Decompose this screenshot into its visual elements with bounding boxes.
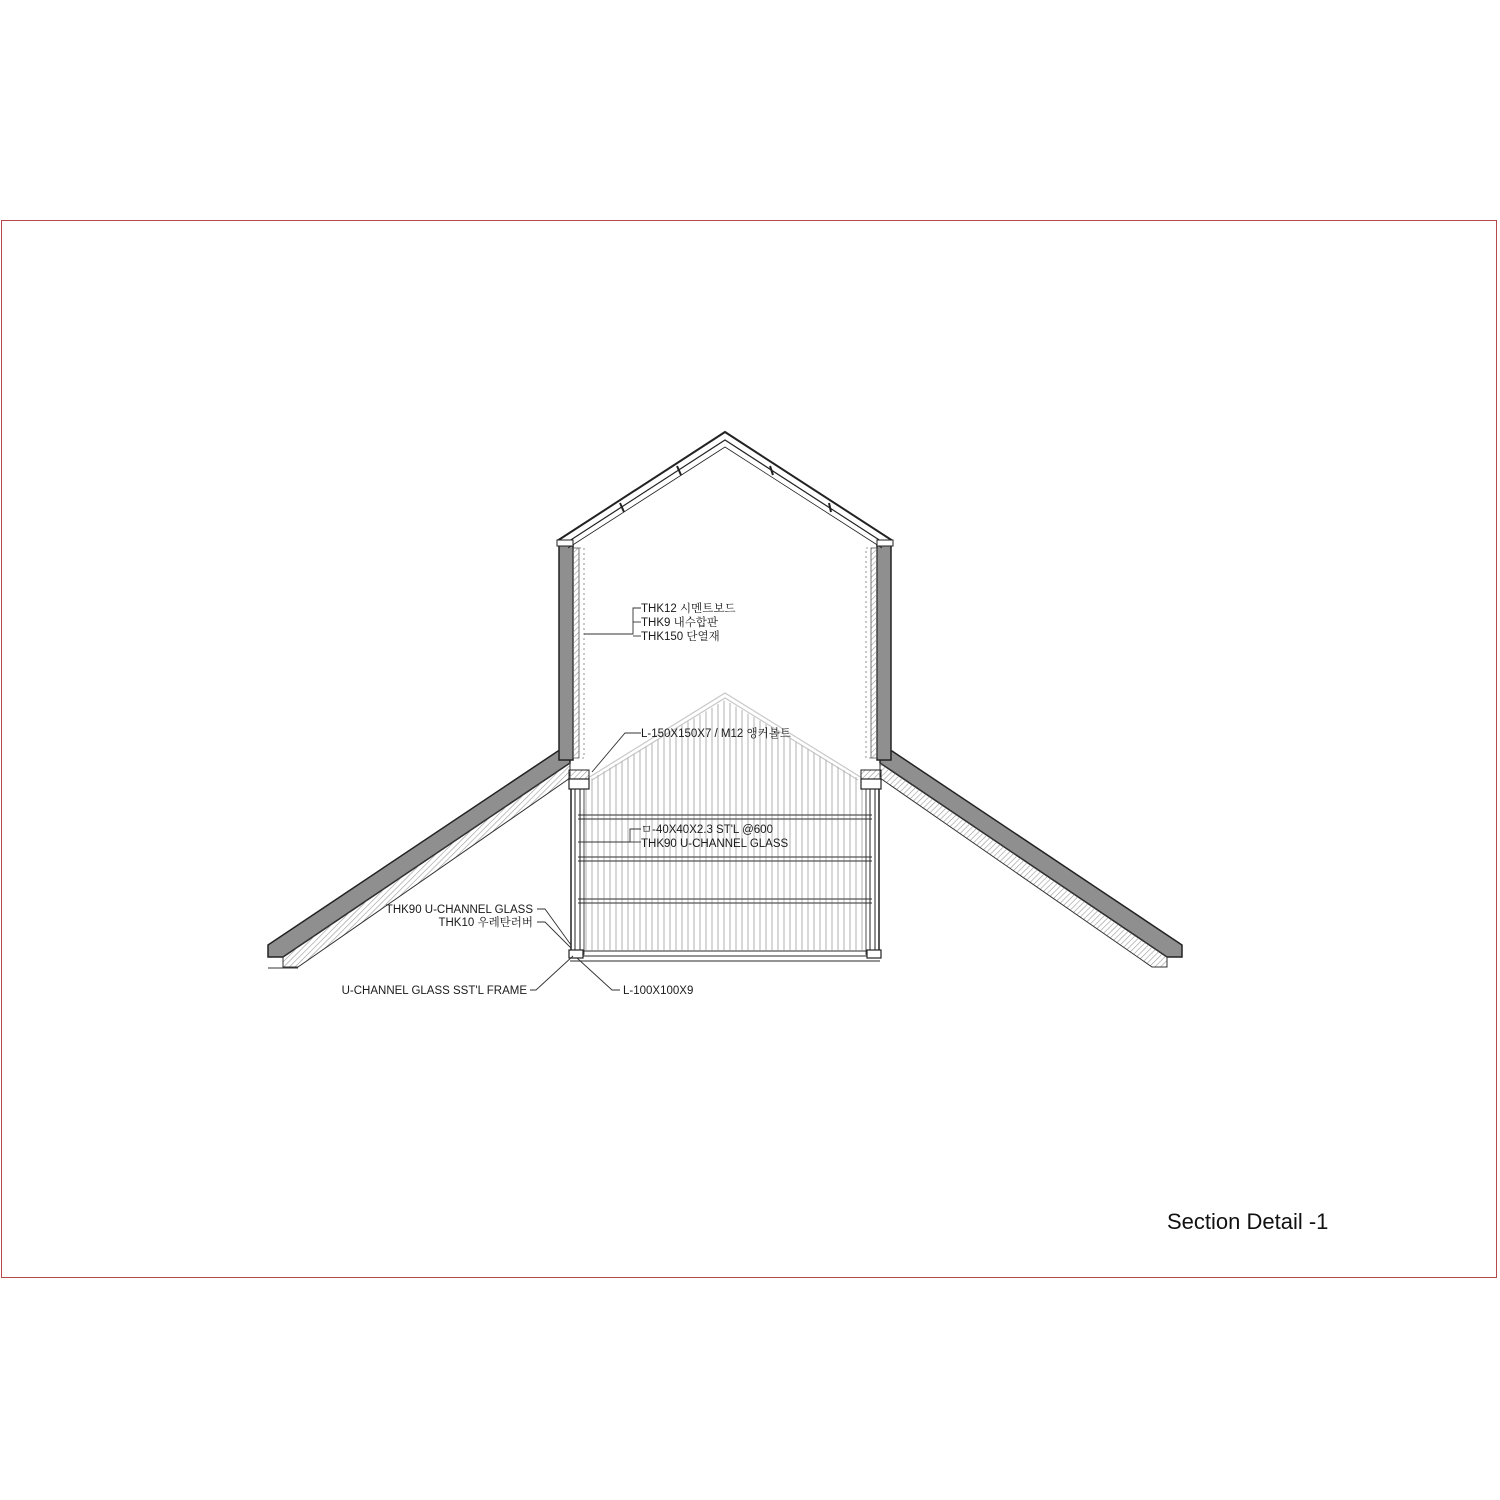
gable-roof [557, 432, 893, 548]
label-cement-board: THK12 시멘트보드 [641, 603, 736, 615]
label-plywood: THK9 내수합판 [641, 617, 719, 629]
junction-left [569, 770, 589, 789]
roof-left [268, 751, 570, 968]
label-uglass-left: THK90 U-CHANNEL GLASS [385, 904, 533, 916]
label-steel-pipe: ㅁ-40X40X2.3 ST'L @600 [641, 824, 773, 836]
label-urethane: THK10 우레탄러버 [438, 917, 533, 929]
label-uglass-inner: THK90 U-CHANNEL GLASS [641, 838, 789, 850]
label-insulation: THK150 단열재 [641, 631, 720, 643]
wall-left [559, 545, 584, 760]
drawing-title: Section Detail -1 [1167, 1209, 1329, 1234]
glass-frame-left [569, 789, 584, 958]
wall-right [866, 545, 891, 760]
junction-right [861, 770, 881, 789]
roof-right [880, 751, 1182, 967]
glass-frame-right [866, 789, 881, 958]
label-angle-anchor: L-150X150X7 / M12 앵커볼트 [641, 728, 791, 740]
label-frame-sst: U-CHANNEL GLASS SST'L FRAME [341, 985, 527, 997]
label-angle-base: L-100X100X9 [623, 985, 694, 997]
